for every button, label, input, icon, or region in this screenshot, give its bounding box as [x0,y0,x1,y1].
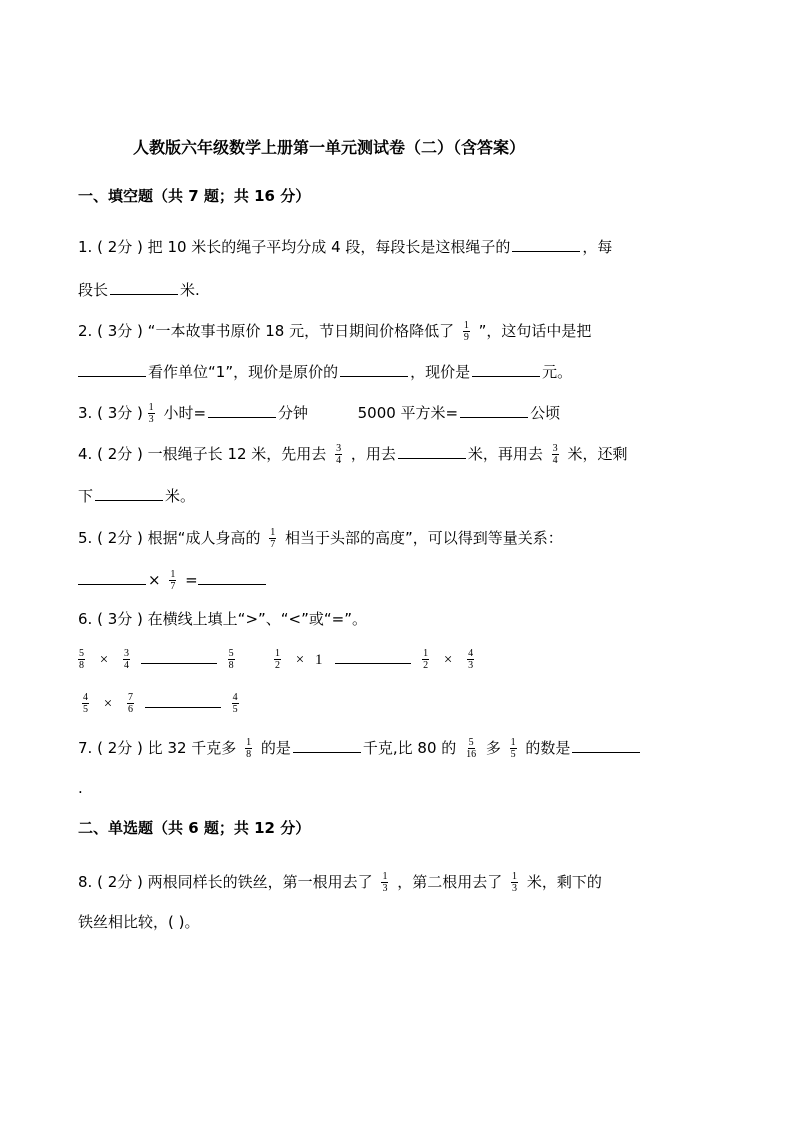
question-1-line-1 [78,237,612,257]
fraction [511,871,518,894]
question-text: 米。 [165,487,196,505]
question-text: 两根同样长的铁丝，第一根用去了 [147,873,373,891]
question-text: 小时= [163,404,207,422]
fraction [123,648,130,671]
question-text: 一根绳子长 12 米，先用去 [147,445,327,463]
answer-blank[interactable] [208,403,276,418]
question-text: 比 32 千克多 [147,739,237,757]
question-text: 米. [180,281,200,299]
question-text: 分钟 [278,404,309,422]
fraction-denominator: 3 [512,883,518,894]
question-5-line-1 [78,527,563,550]
fraction [335,443,342,466]
question-score: ( 2分 ) [97,445,143,463]
fraction-numerator: 5 [79,648,84,659]
fraction [78,648,85,671]
fraction-denominator: 3 [382,883,388,894]
fraction-numerator: 1 [510,737,516,748]
answer-blank[interactable] [78,570,146,585]
question-score: ( 2分 ) [97,739,143,757]
question-text: 段长 [78,281,109,299]
fraction [552,443,559,466]
question-score: ( 2分 ) [97,873,143,891]
fraction-numerator: 1 [275,648,280,659]
answer-blank[interactable] [198,570,266,585]
times-sign: × [148,571,161,589]
question-7-line-2 [78,778,83,798]
fraction-numerator: 1 [246,737,252,748]
question-text: 多 [485,739,501,757]
fraction [510,737,517,760]
question-3 [78,402,560,425]
fraction-denominator: 7 [170,581,176,592]
fraction-denominator: 7 [270,539,276,550]
question-number: 8. [78,873,93,891]
fraction [274,648,281,671]
section-heading-single-choice: 二、单选题（共 6 题；共 12 分） [78,819,311,837]
answer-blank[interactable] [78,362,146,377]
fraction [228,648,235,671]
answer-blank[interactable] [293,738,361,753]
fraction [269,527,276,550]
fraction-denominator: 8 [228,660,234,671]
question-4-line-1 [78,443,627,466]
fraction [245,737,252,760]
question-score: ( 3分 ) [97,404,143,422]
answer-blank[interactable] [472,362,540,377]
fraction-denominator: 4 [552,455,558,466]
comparison-2 [274,648,478,671]
question-1-line-2 [78,280,200,300]
fraction-numerator: 4 [83,692,88,703]
fraction-denominator: 4 [124,660,130,671]
fraction-denominator: 2 [423,660,429,671]
answer-blank[interactable] [572,738,640,753]
question-text: 的数是 [525,739,571,757]
question-number: 7. [78,739,93,757]
question-number: 1. [78,238,93,256]
question-text: 相当于头部的高度”，可以得到等量关系： [285,529,563,547]
question-7-line-1 [78,737,640,760]
fraction [148,402,155,425]
fraction-numerator: 5 [468,737,474,748]
fraction-numerator: 1 [423,648,429,659]
compare-blank[interactable] [141,649,217,664]
question-text: 下 [78,487,94,505]
times-sign: × [99,652,109,668]
answer-blank[interactable] [398,444,466,459]
fraction-numerator: 7 [128,692,134,703]
question-8-line-2 [78,912,199,932]
comparison-1 [78,648,239,671]
question-text: 千克,比 80 的 [362,739,457,757]
question-5-line-2 [78,569,268,592]
fraction-numerator: 1 [148,402,154,413]
fraction-numerator: 1 [512,871,518,882]
question-8-line-1 [78,871,602,894]
question-number: 2. [78,322,93,340]
question-text: 把 10 米长的绳子平均分成 4 段，每段长是这根绳子的 [147,238,511,256]
question-6 [78,609,367,629]
question-text: ，每 [582,238,613,256]
fraction-numerator: 3 [336,443,342,454]
fraction-denominator: 9 [463,332,469,343]
question-score: ( 3分 ) [97,610,143,628]
question-text: 看作单位“1”，现价是原价的 [148,363,339,381]
question-score: ( 3分 ) [97,322,143,340]
question-text: 5000 平方米= [357,404,459,422]
fraction-denominator: 3 [468,660,474,671]
question-4-line-2 [78,486,195,506]
fraction-denominator: 4 [336,455,342,466]
fraction-numerator: 5 [228,648,234,659]
question-text: ，现价是 [410,363,471,381]
question-score: ( 2分 ) [97,529,143,547]
fraction-numerator: 3 [552,443,558,454]
fraction-numerator: 1 [463,320,469,331]
question-number: 6. [78,610,93,628]
compare-blank[interactable] [145,693,221,708]
fraction-numerator: 4 [232,692,238,703]
fraction-denominator: 8 [246,749,252,760]
times-sign: × [103,696,113,712]
times-sign: × [443,652,453,668]
fraction [127,692,134,715]
page-title: 人教版六年级数学上册第一单元测试卷（二）（含答案） [133,138,526,157]
question-2-line-2 [78,362,572,382]
equals-sign: = [185,571,198,589]
fraction-denominator: 2 [275,660,280,671]
question-text: 的是 [260,739,291,757]
fraction [232,692,239,715]
question-text: ，第二根用去了 [397,873,503,891]
answer-blank[interactable] [460,403,528,418]
question-text: ，用去 [350,445,396,463]
question-text: 根据“成人身高的 [147,529,261,547]
answer-blank[interactable] [95,486,163,501]
fraction-denominator: 5 [232,704,238,715]
integer-value: 1 [315,652,323,668]
section-heading-fill-in: 一、填空题（共 7 题；共 16 分） [78,187,311,205]
answer-blank[interactable] [512,237,580,252]
fraction-numerator: 4 [468,648,474,659]
question-text: 公顷 [530,404,561,422]
fraction-denominator: 16 [466,749,477,760]
question-score: ( 2分 ) [97,238,143,256]
question-text: . [78,779,83,797]
question-number: 4. [78,445,93,463]
fraction-numerator: 1 [170,569,176,580]
compare-blank[interactable] [335,649,411,664]
fraction-denominator: 5 [510,749,516,760]
question-text: ”，这句话中是把 [478,322,592,340]
answer-blank[interactable] [110,280,178,295]
question-text: 在横线上填上“>”、“<”或“=”。 [147,610,368,628]
fraction [381,871,388,894]
times-sign: × [295,652,305,668]
question-text: 米，再用去 [467,445,543,463]
fraction [463,320,470,343]
fraction-numerator: 3 [124,648,130,659]
fraction-denominator: 6 [128,704,134,715]
fraction-numerator: 1 [270,527,276,538]
fraction-denominator: 8 [79,660,84,671]
fraction-numerator: 1 [382,871,388,882]
question-text: 元。 [542,363,573,381]
question-text: “一本故事书原价 18 元，节日期间价格降低了 [147,322,455,340]
fraction-denominator: 5 [83,704,88,715]
fraction [169,569,176,592]
fraction-denominator: 3 [148,414,154,425]
fraction [467,648,474,671]
question-number: 3. [78,404,93,422]
answer-blank[interactable] [340,362,408,377]
question-number: 5. [78,529,93,547]
question-text: 铁丝相比较，( )。 [78,913,200,931]
question-text: 米，还剩 [567,445,628,463]
fraction [82,692,89,715]
question-text: 米，剩下的 [526,873,602,891]
fraction [422,648,429,671]
fraction [465,737,477,760]
comparison-3 [82,692,243,715]
question-2-line-1 [78,320,591,343]
